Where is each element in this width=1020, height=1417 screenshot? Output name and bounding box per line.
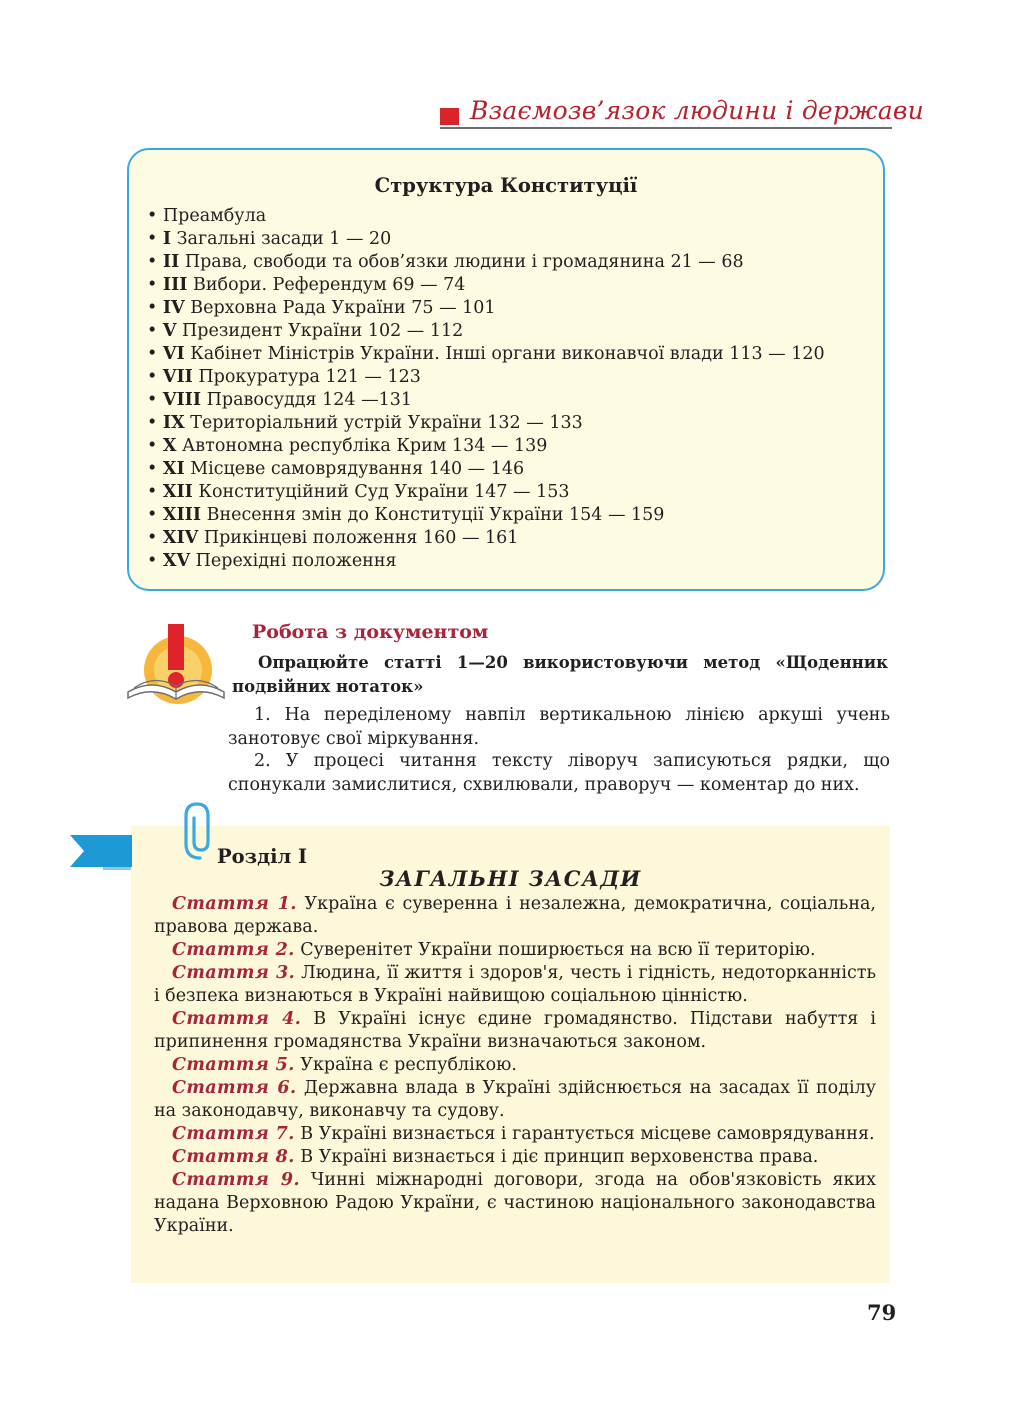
article-text: В Україні визнається і гарантується місцеве самоврядування.: [300, 1124, 875, 1144]
structure-item: • XI Місцеве самоврядування 140 — 146: [147, 459, 525, 479]
structure-item: • XII Конституційний Суд України 147 — 153: [147, 482, 570, 502]
section-title: ЗАГАЛЬНІ ЗАСАДИ: [379, 866, 642, 891]
article-paragraph: [154, 1054, 876, 1077]
article-paragraph: [154, 962, 876, 1008]
article-text: Людина, її життя і здоров'я, честь і гідність, недоторканність і безпека визнаються в Україні найвищою соціальною цінністю.: [154, 963, 876, 1006]
article-text: Україна є суверенна і незалежна, демократична, соціальна, правова держава.: [154, 894, 876, 937]
running-header: [440, 96, 924, 130]
structure-item-number: XIII: [162, 505, 202, 525]
article-paragraph: [154, 893, 876, 939]
article-number: Стаття 8.: [172, 1147, 295, 1167]
section-label: Розділ І: [217, 845, 308, 868]
structure-item: • XV Перехідні положення: [147, 551, 397, 571]
document-work-heading: Робота з документом: [252, 621, 489, 643]
structure-item-number: XI: [162, 459, 185, 479]
article-number: Стаття 2.: [172, 940, 295, 960]
structure-item-number: V: [162, 321, 177, 341]
structure-item: • Преамбула: [147, 206, 267, 226]
structure-item: • XIV Прикінцеві положення 160 — 161: [147, 528, 519, 548]
structure-item-text: Вибори. Референдум 69 — 74: [193, 275, 466, 295]
structure-item-text: Місцеве самоврядування 140 — 146: [190, 459, 525, 479]
structure-item-text: Територіальний устрій України 132 — 133: [190, 413, 583, 433]
header-title: Взаємозв’язок людини і держави: [470, 96, 924, 125]
structure-item-number: X: [162, 436, 177, 456]
document-work-step: 2. У процесі читання тексту ліворуч записуються рядки, що спонукали замислитися, схвилювали, праворуч — коментар до них.: [228, 751, 890, 795]
article-number: Стаття 6.: [172, 1078, 297, 1098]
structure-item-number: VI: [162, 344, 185, 364]
structure-item-text: Прокуратура 121 — 123: [198, 367, 421, 387]
structure-item-number: XV: [162, 551, 191, 571]
structure-item: • III Вибори. Референдум 69 — 74: [147, 275, 466, 295]
article-number: Стаття 5.: [172, 1055, 295, 1075]
open-book-exclamation-icon: [124, 622, 228, 706]
articles-list: [154, 893, 876, 1238]
article-number: Стаття 9.: [172, 1170, 301, 1190]
structure-item-number: IV: [162, 298, 185, 318]
structure-item: • VIII Правосуддя 124 —131: [147, 390, 413, 410]
structure-item-text: Кабінет Міністрів України. Інші органи виконавчої влади 113 — 120: [190, 344, 825, 364]
structure-item-text: Конституційний Суд України 147 — 153: [198, 482, 570, 502]
article-text: В Україні існує єдине громадянство. Підстави набуття і припинення громадянства України визначаються законом.: [154, 1009, 876, 1052]
structure-item-number: XII: [162, 482, 193, 502]
paperclip-icon: [180, 800, 220, 865]
structure-item-text: Автономна республіка Крим 134 — 139: [182, 436, 548, 456]
header-rule: [440, 127, 892, 129]
structure-item-text: Прикінцеві положення 160 — 161: [203, 528, 519, 548]
article-text: Суверенітет України поширюється на всю її територію.: [300, 940, 816, 960]
document-work-task: Опрацюйте статті 1—20 використовуючи метод «Щоденник подвійних нотаток»: [232, 653, 888, 696]
article-paragraph: [154, 1123, 876, 1146]
article-text: Державна влада в Україні здійснюється на засадах її поділу на законодавчу, виконавчу та судову.: [154, 1078, 876, 1121]
article-number: Стаття 7.: [172, 1124, 295, 1144]
structure-item-text: Перехідні положення: [195, 551, 397, 571]
structure-item-number: VIII: [162, 390, 202, 410]
structure-item-text: Внесення змін до Конституції України 154 — 159: [206, 505, 665, 525]
header-marker: [440, 108, 459, 125]
structure-item: • VII Прокуратура 121 — 123: [147, 367, 421, 387]
structure-item: • V Президент України 102 — 112: [147, 321, 464, 341]
document-work-step: 1. На переділеному навпіл вертикальною лінією аркуші учень занотовує свої міркування.: [228, 705, 890, 749]
article-number: Стаття 3.: [172, 963, 296, 983]
article-text: Чинні міжнародні договори, згода на обов'язковість яких надана Верховною Радою України, є частиною національного законодавства України.: [154, 1170, 876, 1236]
structure-item: • IX Територіальний устрій України 132 — 133: [147, 413, 583, 433]
article-paragraph: [154, 1077, 876, 1123]
structure-item-number: III: [162, 275, 188, 295]
structure-item: • X Автономна республіка Крим 134 — 139: [147, 436, 548, 456]
page-number: 79: [867, 1300, 897, 1325]
structure-item-text: Президент України 102 — 112: [182, 321, 464, 341]
structure-item-text: Преамбула: [162, 206, 267, 226]
bookmark-ribbon-icon: [70, 835, 132, 867]
structure-item-number: XIV: [162, 528, 199, 548]
constitution-structure-box: [127, 148, 885, 591]
structure-title: Структура Конституції: [374, 174, 638, 197]
article-paragraph: [154, 1146, 876, 1169]
structure-item-number: II: [162, 252, 180, 272]
structure-item-text: Верховна Рада України 75 — 101: [190, 298, 496, 318]
structure-item-text: Загальні засади 1 — 20: [176, 229, 392, 249]
article-paragraph: [154, 939, 876, 962]
structure-item: • II Права, свободи та обов’язки людини і громадянина 21 — 68: [147, 252, 744, 272]
structure-item-text: Правосуддя 124 —131: [206, 390, 413, 410]
structure-item: • XIII Внесення змін до Конституції України 154 — 159: [147, 505, 665, 525]
structure-item-number: I: [162, 229, 172, 249]
article-paragraph: [154, 1008, 876, 1054]
structure-item-number: VII: [162, 367, 193, 387]
article-paragraph: [154, 1169, 876, 1238]
structure-item: • I Загальні засади 1 — 20: [147, 229, 392, 249]
structure-item-number: IX: [162, 413, 185, 433]
article-text: Україна є республікою.: [300, 1055, 517, 1075]
article-number: Стаття 4.: [172, 1009, 302, 1029]
structure-item-text: Права, свободи та обов’язки людини і громадянина 21 — 68: [184, 252, 744, 272]
article-text: В Україні визнається і діє принцип верховенства права.: [300, 1147, 819, 1167]
article-number: Стаття 1.: [172, 894, 297, 914]
structure-item: • IV Верховна Рада України 75 — 101: [147, 298, 496, 318]
structure-list: [147, 205, 825, 573]
structure-item: • VI Кабінет Міністрів України. Інші органи виконавчої влади 113 — 120: [147, 344, 825, 364]
